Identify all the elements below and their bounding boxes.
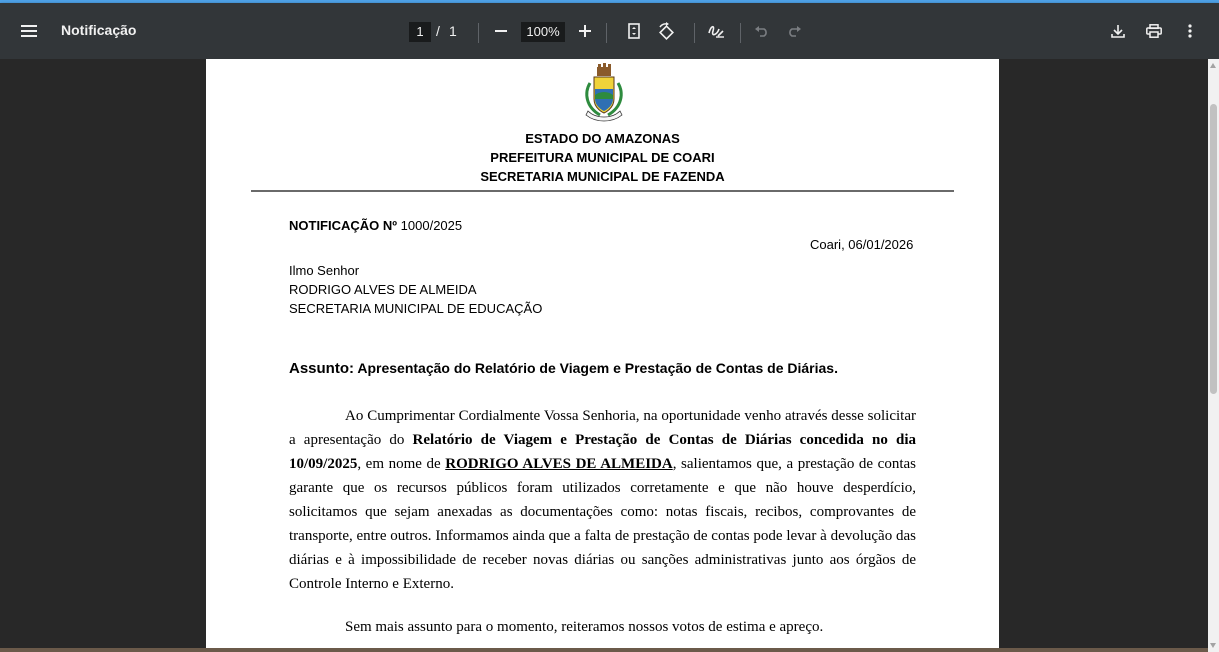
print-icon[interactable] — [1138, 15, 1170, 47]
body-paragraph — [289, 404, 916, 596]
recipient-salutation: Ilmo Senhor — [289, 263, 360, 278]
body-text-part: , salientamos que, a prestação de contas garante que os recursos públicos foram utilizados corretamente e que não houve desperdício, solicitamos que sejam anexadas as documentações como: notas fiscais, recibos, comprovantes de transporte, entre outros. Informamos ainda que a falta de prestação de contas pode levar à devolução das diárias e à impossibilidade de receber novas diárias ou sanções administrativas junto aos órgãos de Controle Interno e Externo. — [289, 456, 916, 592]
subject-text: Apresentação do Relatório de Viagem e Prestação de Contas de Diárias. — [357, 360, 838, 376]
page-number-input[interactable]: 1 — [409, 22, 431, 42]
header-secretariat: SECRETARIA MUNICIPAL DE FAZENDA — [480, 169, 725, 184]
toolbar-divider — [478, 23, 479, 43]
scrollbar-thumb[interactable] — [1210, 104, 1217, 394]
undo-icon[interactable] — [746, 15, 778, 47]
recipient-name: RODRIGO ALVES DE ALMEIDA — [289, 282, 477, 297]
document-title: Notificação — [61, 22, 137, 38]
plus-icon[interactable] — [569, 15, 601, 47]
draw-icon[interactable] — [700, 15, 732, 47]
scroll-down-arrow-icon[interactable] — [1210, 643, 1216, 648]
body-text-part: Ao Cumprimentar Cordialmente Vossa Senhoria, na oportunidade venho através desse solicitar a apresentação do — [289, 408, 916, 448]
header-state: ESTADO DO AMAZONAS — [525, 131, 680, 146]
fit-page-icon[interactable] — [618, 15, 650, 47]
subject-line — [289, 360, 838, 377]
minus-icon[interactable] — [485, 15, 517, 47]
toolbar-divider — [606, 23, 607, 43]
vertical-scrollbar[interactable] — [1208, 59, 1219, 652]
notification-label: NOTIFICAÇÃO Nº — [289, 218, 398, 233]
header-prefecture: PREFEITURA MUNICIPAL DE COARI — [490, 150, 715, 165]
notification-number: 1000/2025 — [400, 218, 463, 233]
toolbar-divider — [740, 23, 741, 43]
menu-icon[interactable] — [13, 15, 45, 47]
closing-line: Sem mais assunto para o momento, reiteramos nossos votos de estima e apreço. — [345, 619, 824, 635]
scroll-up-arrow-icon[interactable] — [1210, 63, 1216, 68]
recipient-department: SECRETARIA MUNICIPAL DE EDUCAÇÃO — [289, 301, 543, 316]
rotate-icon[interactable] — [650, 15, 682, 47]
body-text-part: , em nome de — [357, 456, 446, 472]
toolbar-divider — [694, 23, 695, 43]
download-icon[interactable] — [1102, 15, 1134, 47]
more-vert-icon[interactable] — [1174, 15, 1206, 47]
pdf-viewport[interactable] — [0, 59, 1208, 652]
desktop-taskbar-edge — [0, 648, 1208, 652]
pdf-toolbar — [0, 3, 1219, 59]
page-total: 1 — [449, 23, 457, 39]
redo-icon[interactable] — [778, 15, 810, 47]
coat-of-arms-icon — [576, 63, 632, 125]
pdf-page — [206, 59, 999, 652]
body-bold-request: Relatório de Viagem e Prestação de Contas de Diárias concedida no dia 10/09/2025 — [289, 432, 916, 472]
zoom-input[interactable]: 100% — [521, 22, 565, 42]
subject-label: Assunto: — [289, 360, 354, 377]
body-recipient-name: RODRIGO ALVES DE ALMEIDA — [445, 456, 673, 472]
header-rule — [251, 190, 954, 192]
page-separator: / — [436, 23, 440, 39]
date-line: Coari, 06/01/2026 — [810, 237, 914, 252]
notification-line — [289, 218, 462, 233]
